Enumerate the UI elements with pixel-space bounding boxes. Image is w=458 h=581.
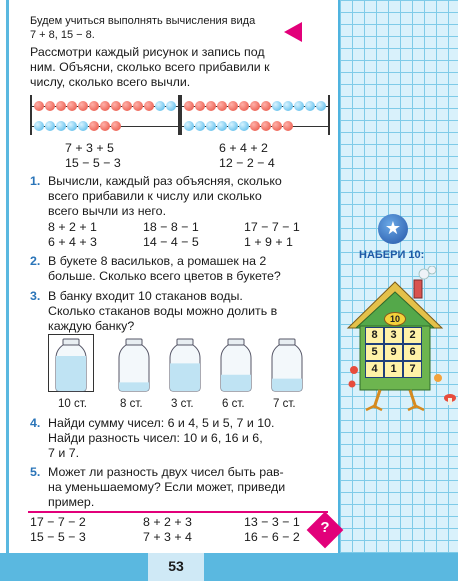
magic-square-row <box>365 327 422 344</box>
task-2-line-2: больше. Сколько всего цветов в букете? <box>48 269 281 283</box>
left-abacus-bead <box>166 101 176 111</box>
magic-square-cell: 7 <box>403 361 422 378</box>
right-abacus-bead <box>250 121 260 131</box>
intro-paragraph-line-2: ним. Объясни, сколько всего прибавили к <box>30 60 270 74</box>
sidebar-title: НАБЕРИ 10: <box>359 249 425 261</box>
right-abacus-frame-left <box>180 95 182 135</box>
right-abacus-bead <box>206 121 216 131</box>
task-5-line-3: пример. <box>48 495 95 509</box>
bottom-expr: 15 − 5 − 3 <box>30 530 86 544</box>
right-abacus-frame-right <box>328 95 330 135</box>
task-3-line-2: Сколько стаканов воды можно долить в <box>48 304 278 318</box>
left-abacus-bead <box>56 101 66 111</box>
example-left-2: 15 − 5 − 3 <box>65 156 121 170</box>
magic-square-cell: 4 <box>365 361 384 378</box>
jar-label: 7 ст. <box>273 398 296 410</box>
right-abacus-bead <box>239 101 249 111</box>
magic-square-cell: 9 <box>384 344 403 361</box>
left-abacus-bead <box>122 101 132 111</box>
right-abacus-bead <box>228 121 238 131</box>
right-abacus-bead <box>184 121 194 131</box>
jar-icon <box>219 338 253 392</box>
magic-square-cell: 6 <box>403 344 422 361</box>
magic-square-cell: 2 <box>403 327 422 344</box>
task-1-number: 1. <box>30 174 41 188</box>
right-abacus-bead <box>195 101 205 111</box>
bottom-expr: 17 − 7 − 2 <box>30 515 86 529</box>
topic-marker-triangle <box>284 22 302 42</box>
question-mark-icon: ? <box>320 519 330 536</box>
left-abacus-bead <box>78 101 88 111</box>
left-abacus-bead <box>133 101 143 111</box>
task-1-expr: 1 + 9 + 1 <box>244 235 293 249</box>
left-abacus-bead <box>67 101 77 111</box>
left-abacus-bead <box>78 121 88 131</box>
magic-square-cell: 8 <box>365 327 384 344</box>
left-abacus-bead <box>56 121 66 131</box>
jar-icon <box>168 338 202 392</box>
right-abacus-bead <box>217 121 227 131</box>
magic-square <box>365 327 422 378</box>
jar-icon <box>270 338 304 392</box>
left-abacus-bead <box>34 121 44 131</box>
magic-square-cell: 5 <box>365 344 384 361</box>
task-1-line-3: всего вычли из него. <box>48 204 167 218</box>
task-3-number: 3. <box>30 289 41 303</box>
task-5-line-2: на уменьшаемому? Если может, приведи <box>48 480 286 494</box>
intro-paragraph-line-1: Рассмотри каждый рисунок и запись под <box>30 45 265 59</box>
intro-line-1: Будем учиться выполнять вычисления вида <box>30 15 256 27</box>
task-4-line-1: Найди сумму чисел: 6 и 4, 5 и 5, 7 и 10. <box>48 416 275 430</box>
left-abacus-bead <box>89 121 99 131</box>
task-1-line-2: всего прибавили к числу или сколько <box>48 189 262 203</box>
task-5-line-1: Может ли разность двух чисел быть рав- <box>48 465 284 479</box>
jar-label: 10 ст. <box>58 398 87 410</box>
task-3-line-3: каждую банку? <box>48 319 135 333</box>
magic-square-row <box>365 344 422 361</box>
task-1-expr: 6 + 4 + 3 <box>48 235 97 249</box>
task-4-line-2: Найди разность чисел: 10 и 6, 16 и 6, <box>48 431 263 445</box>
intro-line-2: 7 + 8, 15 − 8. <box>30 29 95 41</box>
left-abacus-bead <box>111 101 121 111</box>
right-abacus-bead <box>184 101 194 111</box>
intro-paragraph-line-3: числу, сколько всего вычли. <box>30 75 191 89</box>
bottom-expr: 13 − 3 − 1 <box>244 515 300 529</box>
left-abacus-bead <box>155 101 165 111</box>
example-left-1: 7 + 3 + 5 <box>65 141 114 155</box>
jar-label: 6 ст. <box>222 398 245 410</box>
left-margin-rule <box>6 0 9 560</box>
left-abacus-bead <box>100 101 110 111</box>
task-1-expr: 18 − 8 − 1 <box>143 220 199 234</box>
task-5-number: 5. <box>30 465 41 479</box>
left-abacus-bead <box>45 101 55 111</box>
footer-band <box>0 553 458 581</box>
jar-label: 8 ст. <box>120 398 143 410</box>
magic-square-row <box>365 361 422 378</box>
task-1-expr: 14 − 4 − 5 <box>143 235 199 249</box>
right-abacus-bead <box>250 101 260 111</box>
task-2-number: 2. <box>30 254 41 268</box>
house-number-badge: 10 <box>384 312 406 326</box>
right-abacus-bead <box>228 101 238 111</box>
bottom-expr: 7 + 3 + 4 <box>143 530 192 544</box>
task-3-line-1: В банку входит 10 стаканов воды. <box>48 289 243 303</box>
left-abacus-bead <box>144 101 154 111</box>
left-abacus-frame-left <box>30 95 32 135</box>
task-4-number: 4. <box>30 416 41 430</box>
left-abacus-bead <box>45 121 55 131</box>
right-abacus-bead <box>316 101 326 111</box>
magic-square-cell: 3 <box>384 327 403 344</box>
left-abacus-bead <box>111 121 121 131</box>
jar-icon <box>54 338 88 392</box>
task-4-line-3: 7 и 7. <box>48 446 80 460</box>
task-1-line-1: Вычисли, каждый раз объясняя, сколько <box>48 174 282 188</box>
jar-label: 3 ст. <box>171 398 194 410</box>
left-abacus-bead <box>89 101 99 111</box>
left-abacus-bead <box>34 101 44 111</box>
right-abacus-bead <box>283 101 293 111</box>
right-abacus-bead <box>305 101 315 111</box>
right-abacus-bead <box>195 121 205 131</box>
divider-line <box>28 511 328 513</box>
example-right-2: 12 − 2 − 4 <box>219 156 275 170</box>
right-abacus-bead <box>217 101 227 111</box>
star-icon: ★ <box>384 218 402 238</box>
task-1-expr: 8 + 2 + 1 <box>48 220 97 234</box>
right-abacus-bead <box>272 101 282 111</box>
task-2-line-1: В букете 8 васильков, а ромашек на 2 <box>48 254 267 268</box>
right-abacus-bead <box>261 101 271 111</box>
right-abacus-bead <box>261 121 271 131</box>
right-abacus-bead <box>206 101 216 111</box>
right-abacus-bead <box>272 121 282 131</box>
left-abacus-bead <box>67 121 77 131</box>
jar-icon <box>117 338 151 392</box>
task-1-expr: 17 − 7 − 1 <box>244 220 300 234</box>
example-right-1: 6 + 4 + 2 <box>219 141 268 155</box>
bottom-expr: 16 − 6 − 2 <box>244 530 300 544</box>
left-abacus-bead <box>100 121 110 131</box>
right-abacus-bead <box>294 101 304 111</box>
page-number: 53 <box>168 558 184 574</box>
magic-square-cell: 1 <box>384 361 403 378</box>
right-abacus-bead <box>283 121 293 131</box>
right-abacus-bead <box>239 121 249 131</box>
bottom-expr: 8 + 2 + 3 <box>143 515 192 529</box>
